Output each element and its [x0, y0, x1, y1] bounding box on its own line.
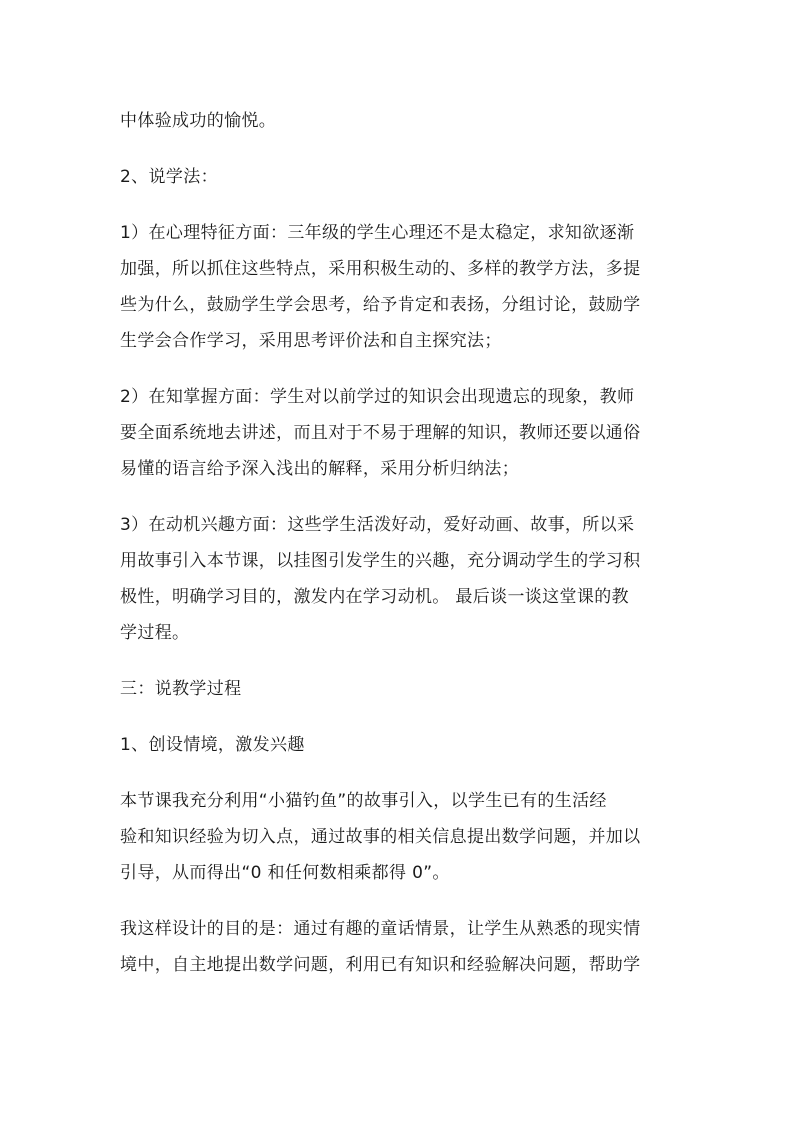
paragraph-psychology	[120, 215, 680, 359]
text-line: 1、创设情境，激发兴趣	[120, 735, 305, 755]
paragraph-motivation	[120, 507, 680, 651]
text-line: 三：说教学过程	[120, 679, 242, 699]
text-line: 验和知识经验为切入点，通过故事的相关信息提出数学问题，并加以	[120, 827, 641, 847]
paragraph-design-purpose	[120, 911, 680, 983]
paragraph-closing-sentence	[120, 103, 680, 139]
text-line: 境中，自主地提出数学问题，利用已有知识和经验解决问题，帮助学	[120, 955, 641, 975]
document-body	[120, 103, 680, 983]
text-line: 引导，从而得出“0 和任何数相乘都得 0”。	[120, 863, 450, 883]
section-heading-teaching-process	[120, 671, 680, 707]
text-line: 本节课我充分利用“小猫钓鱼”的故事引入，以学生已有的生活经	[120, 791, 607, 811]
text-line: 加强，所以抓住这些特点，采用积极生动的、多样的教学方法，多提	[120, 259, 641, 279]
text-line: 1）在心理特征方面：三年级的学生心理还不是太稳定，求知欲逐渐	[120, 223, 635, 243]
text-line: 易懂的语言给予深入浅出的解释，采用分析归纳法；	[120, 459, 520, 479]
section-heading-study-method	[120, 159, 680, 195]
subheading-create-situation	[120, 727, 680, 763]
text-line: 生学会合作学习，采用思考评价法和自主探究法；	[120, 331, 502, 351]
text-line: 2、说学法：	[120, 167, 218, 187]
text-line: 我这样设计的目的是：通过有趣的童话情景，让学生从熟悉的现实情	[120, 919, 641, 939]
text-line: 中体验成功的愉悦。	[120, 111, 277, 131]
text-line: 2）在知掌握方面：学生对以前学过的知识会出现遗忘的现象，教师	[120, 387, 635, 407]
text-line: 极性，明确学习目的，激发内在学习动机。 最后谈一谈这堂课的教	[120, 587, 629, 607]
text-line: 用故事引入本节课，以挂图引发学生的兴趣，充分调动学生的学习积	[120, 551, 641, 571]
paragraph-knowledge	[120, 379, 680, 487]
text-line: 要全面系统地去讲述，而且对于不易于理解的知识，教师还要以通俗	[120, 423, 641, 443]
text-line: 些为什么，鼓励学生学会思考，给予肯定和表扬，分组讨论，鼓励学	[120, 295, 641, 315]
paragraph-story-intro	[120, 783, 680, 891]
text-line: 3）在动机兴趣方面：这些学生活泼好动，爱好动画、故事，所以采	[120, 515, 635, 535]
text-line: 学过程。	[120, 623, 190, 643]
